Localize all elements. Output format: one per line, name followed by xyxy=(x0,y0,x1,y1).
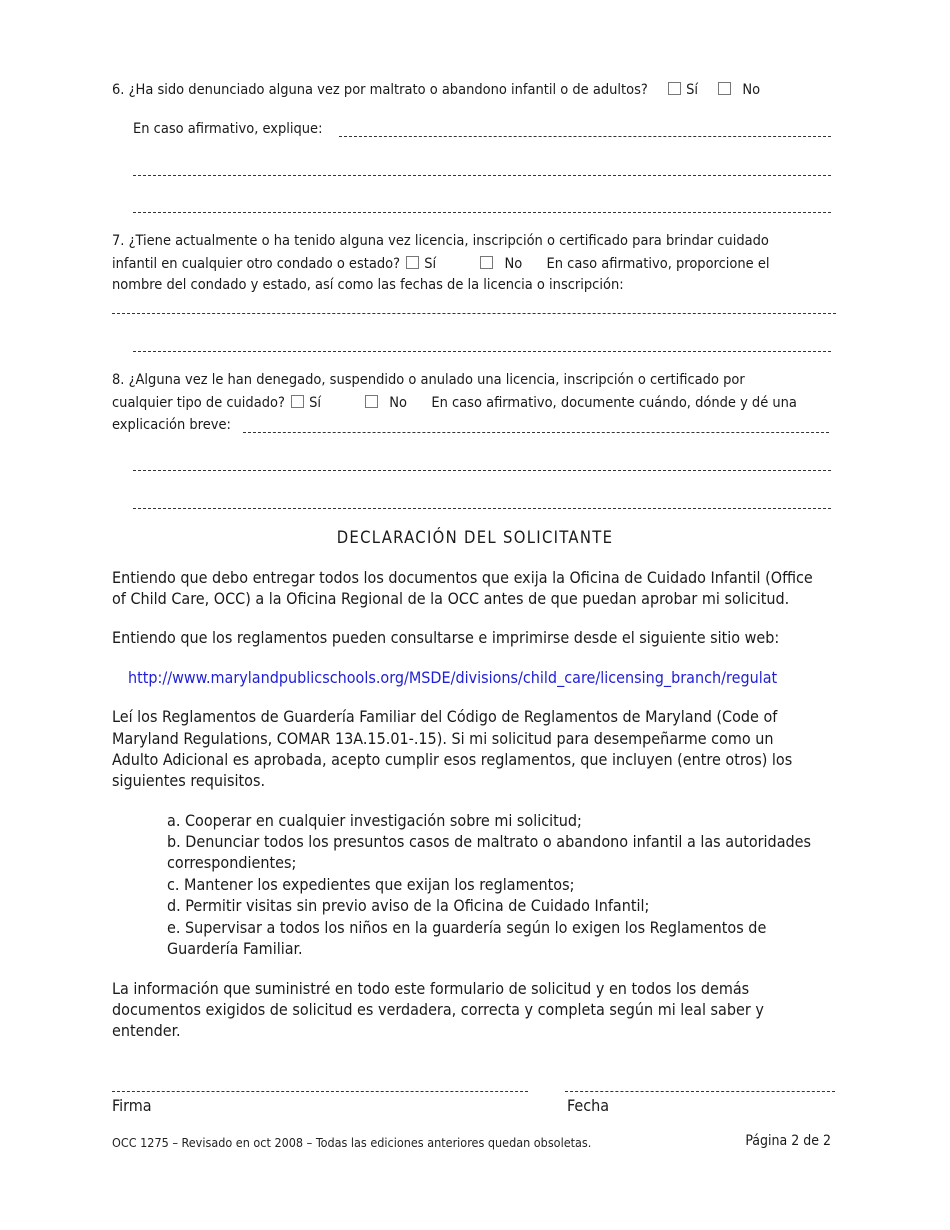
q6-answer-line-3[interactable] xyxy=(133,212,831,213)
q6-answer-line-2[interactable] xyxy=(133,175,831,176)
q8-answer-line-2[interactable] xyxy=(133,470,831,471)
paragraph-3-line-2: Maryland Regulations, COMAR 13A.15.01-.15). Si mi solicitud para desempeñarme como un xyxy=(112,729,774,748)
list-item-a: a. Cooperar en cualquier investigación sobre mi solicitud; xyxy=(167,811,582,830)
date-line[interactable] xyxy=(565,1091,835,1092)
question-6-text: 6. ¿Ha sido denunciado alguna vez por maltrato o abandono infantil o de adultos? xyxy=(112,82,648,98)
q7-answer-line-2[interactable] xyxy=(133,351,831,352)
paragraph-1-line-1: Entiendo que debo entregar todos los documentos que exija la Oficina de Cuidado Infantil (Office xyxy=(112,568,813,587)
q6-answer-line-1[interactable] xyxy=(339,136,831,137)
paragraph-3-line-1: Leí los Reglamentos de Guardería Familiar del Código de Reglamentos de Maryland (Code of xyxy=(112,707,778,726)
list-item-e-line-2: Guardería Familiar. xyxy=(167,939,303,958)
question-8-line-3: explicación breve: xyxy=(112,417,231,433)
q8-no-label: No xyxy=(389,395,408,411)
question-7-line-3: nombre del condado y estado, así como las fechas de la licencia o inscripción: xyxy=(112,277,624,293)
q7-no-label: No xyxy=(504,256,523,272)
paragraph-4-line-2: documentos exigidos de solicitud es verdadera, correcta y completa según mi leal saber y xyxy=(112,1000,764,1019)
footer-page-number: Página 2 de 2 xyxy=(745,1133,831,1149)
signature-line[interactable] xyxy=(112,1091,528,1092)
question-6 xyxy=(112,82,760,98)
signature-label: Firma xyxy=(112,1096,152,1115)
q8-answer-line-1[interactable] xyxy=(243,432,829,433)
q7-no-checkbox[interactable] xyxy=(480,256,493,269)
question-8-text-3: En caso afirmativo, documente cuándo, dónde y dé una xyxy=(431,395,797,411)
paragraph-3-line-3: Adulto Adicional es aprobada, acepto cumplir esos reglamentos, que incluyen (entre otros) los xyxy=(112,750,793,769)
list-item-c: c. Mantener los expedientes que exijan los reglamentos; xyxy=(167,875,575,894)
list-item-b-line-1: b. Denunciar todos los presuntos casos de maltrato o abandono infantil a las autoridades xyxy=(167,832,812,851)
paragraph-1-line-2: of Child Care, OCC) a la Oficina Regional de la OCC antes de que puedan aprobar mi solicitud. xyxy=(112,589,790,608)
question-7-line-1: 7. ¿Tiene actualmente o ha tenido alguna vez licencia, inscripción o certificado para brindar cuidado xyxy=(112,233,769,249)
q8-yes-label: Sí xyxy=(309,395,321,411)
q7-yes-checkbox[interactable] xyxy=(406,256,419,269)
q8-answer-line-3[interactable] xyxy=(133,508,831,509)
q8-no-checkbox[interactable] xyxy=(365,395,378,408)
list-item-e-line-1: e. Supervisar a todos los niños en la guardería según lo exigen los Reglamentos de xyxy=(167,918,767,937)
question-8-line-2 xyxy=(112,395,797,411)
q8-yes-checkbox[interactable] xyxy=(291,395,304,408)
list-item-d: d. Permitir visitas sin previo aviso de la Oficina de Cuidado Infantil; xyxy=(167,896,650,915)
paragraph-4-line-3: entender. xyxy=(112,1021,181,1040)
q6-no-label: No xyxy=(742,82,761,98)
date-label: Fecha xyxy=(567,1096,610,1115)
list-item-b-line-2: correspondientes; xyxy=(167,853,297,872)
question-7-text-3: En caso afirmativo, proporcione el xyxy=(546,256,770,272)
q6-yes-checkbox[interactable] xyxy=(668,82,681,95)
q6-no-checkbox[interactable] xyxy=(718,82,731,95)
q6-yes-label: Sí xyxy=(686,82,699,98)
q7-yes-label: Sí xyxy=(424,256,437,272)
regulations-link[interactable]: http://www.marylandpublicschools.org/MSDE/divisions/child_care/licensing_branch/regulat xyxy=(128,668,778,687)
paragraph-2: Entiendo que los reglamentos pueden consultarse e imprimirse desde el siguiente sitio web: xyxy=(112,628,780,647)
q7-answer-line-1[interactable] xyxy=(112,313,836,314)
paragraph-4-line-1: La información que suministré en todo este formulario de solicitud y en todos los demás xyxy=(112,979,750,998)
q6-explain-label: En caso afirmativo, explique: xyxy=(133,121,323,137)
paragraph-3-line-4: siguientes requisitos. xyxy=(112,771,266,790)
footer-form-id: OCC 1275 – Revisado en oct 2008 – Todas las ediciones anteriores quedan obsoletas. xyxy=(112,1135,592,1150)
question-8-line-1: 8. ¿Alguna vez le han denegado, suspendido o anulado una licencia, inscripción o certificado por xyxy=(112,372,745,388)
question-7-text-2: infantil en cualquier otro condado o estado? xyxy=(112,256,401,272)
question-8-text-2: cualquier tipo de cuidado? xyxy=(112,395,285,411)
section-heading: DECLARACIÓN DEL SOLICITANTE xyxy=(336,528,614,547)
question-7-line-2 xyxy=(112,256,769,272)
